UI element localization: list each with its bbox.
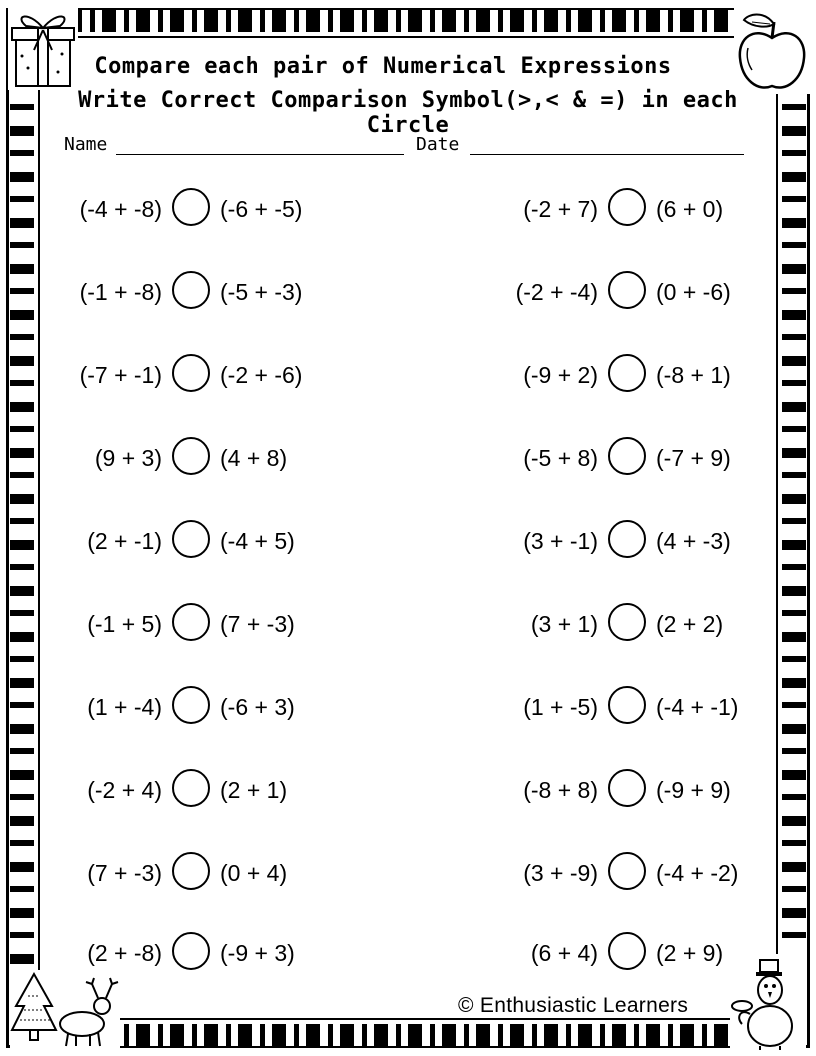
copyright-notice: © Enthusiastic Learners	[458, 994, 689, 1017]
answer-circle[interactable]	[608, 769, 646, 807]
expression-left: (3 + 1)	[530, 611, 598, 637]
expression-left: (-2 + -4)	[515, 279, 598, 305]
name-field[interactable]	[116, 154, 404, 155]
expression-right: (-4 + 5)	[220, 528, 295, 554]
expression-right: (4 + 8)	[220, 445, 288, 471]
expression-left: (-4 + -8)	[79, 196, 162, 222]
turkey-chef-icon	[730, 954, 806, 1050]
answer-circle[interactable]	[608, 354, 646, 392]
expression-left: (2 + -8)	[87, 940, 162, 966]
expression-right: (-9 + 3)	[220, 940, 295, 966]
answer-circle[interactable]	[172, 932, 210, 970]
expression-right: (-9 + 9)	[656, 777, 731, 803]
expression-left: (-9 + 2)	[523, 362, 598, 388]
expression-right: (-7 + 9)	[656, 445, 731, 471]
expression-left: (-1 + 5)	[87, 611, 162, 637]
border-stripes-left	[10, 34, 34, 1022]
name-label: Name	[64, 134, 108, 155]
worksheet-title-line1: Compare each pair of Numerical Expressions	[94, 54, 672, 79]
expression-left: (3 + -1)	[523, 528, 598, 554]
expression-left: (-2 + 7)	[523, 196, 598, 222]
expression-left: (9 + 3)	[94, 445, 162, 471]
expression-left: (7 + -3)	[87, 860, 162, 886]
border-stripes-bottom	[34, 1024, 782, 1046]
date-field[interactable]	[470, 154, 744, 155]
expression-right: (7 + -3)	[220, 611, 295, 637]
name-date-row	[64, 134, 744, 160]
expression-left: (-7 + -1)	[79, 362, 162, 388]
answer-circle[interactable]	[172, 437, 210, 475]
answer-circle[interactable]	[172, 520, 210, 558]
answer-circle[interactable]	[172, 271, 210, 309]
expression-right: (-6 + -5)	[220, 196, 303, 222]
expression-left: (2 + -1)	[87, 528, 162, 554]
tree-reindeer-icon	[10, 970, 120, 1048]
answer-circle[interactable]	[172, 852, 210, 890]
answer-circle[interactable]	[172, 188, 210, 226]
expression-right: (0 + -6)	[656, 279, 731, 305]
expression-left: (3 + -9)	[523, 860, 598, 886]
expression-right: (2 + 9)	[656, 940, 724, 966]
expression-left: (1 + -5)	[523, 694, 598, 720]
answer-circle[interactable]	[608, 686, 646, 724]
answer-circle[interactable]	[608, 603, 646, 641]
expression-left: (1 + -4)	[87, 694, 162, 720]
apple-icon	[734, 8, 810, 94]
answer-circle[interactable]	[608, 271, 646, 309]
expression-right: (0 + 4)	[220, 860, 288, 886]
answer-circle[interactable]	[608, 520, 646, 558]
worksheet-title-line2: Write Correct Comparison Symbol(>,< & =) in each Circle	[78, 88, 738, 138]
answer-circle[interactable]	[608, 188, 646, 226]
expression-left: (-8 + 8)	[523, 777, 598, 803]
expression-left: (-1 + -8)	[79, 279, 162, 305]
date-label: Date	[416, 134, 460, 155]
answer-circle[interactable]	[608, 437, 646, 475]
answer-circle[interactable]	[608, 932, 646, 970]
border-stripes-right	[782, 34, 806, 1022]
expression-right: (-4 + -2)	[656, 860, 739, 886]
answer-circle[interactable]	[172, 354, 210, 392]
expression-left: (-2 + 4)	[87, 777, 162, 803]
expression-right: (6 + 0)	[656, 196, 724, 222]
answer-circle[interactable]	[172, 686, 210, 724]
expression-left: (-5 + 8)	[523, 445, 598, 471]
expression-left: (6 + 4)	[530, 940, 598, 966]
expression-right: (-8 + 1)	[656, 362, 731, 388]
expression-right: (-6 + 3)	[220, 694, 295, 720]
answer-circle[interactable]	[172, 603, 210, 641]
expression-right: (4 + -3)	[656, 528, 731, 554]
expression-right: (2 + 1)	[220, 777, 288, 803]
expression-right: (-2 + -6)	[220, 362, 303, 388]
answer-circle[interactable]	[172, 769, 210, 807]
border-stripes-top	[34, 10, 782, 32]
expression-right: (-4 + -1)	[656, 694, 739, 720]
expression-right: (-5 + -3)	[220, 279, 303, 305]
answer-circle[interactable]	[608, 852, 646, 890]
expression-right: (2 + 2)	[656, 611, 724, 637]
